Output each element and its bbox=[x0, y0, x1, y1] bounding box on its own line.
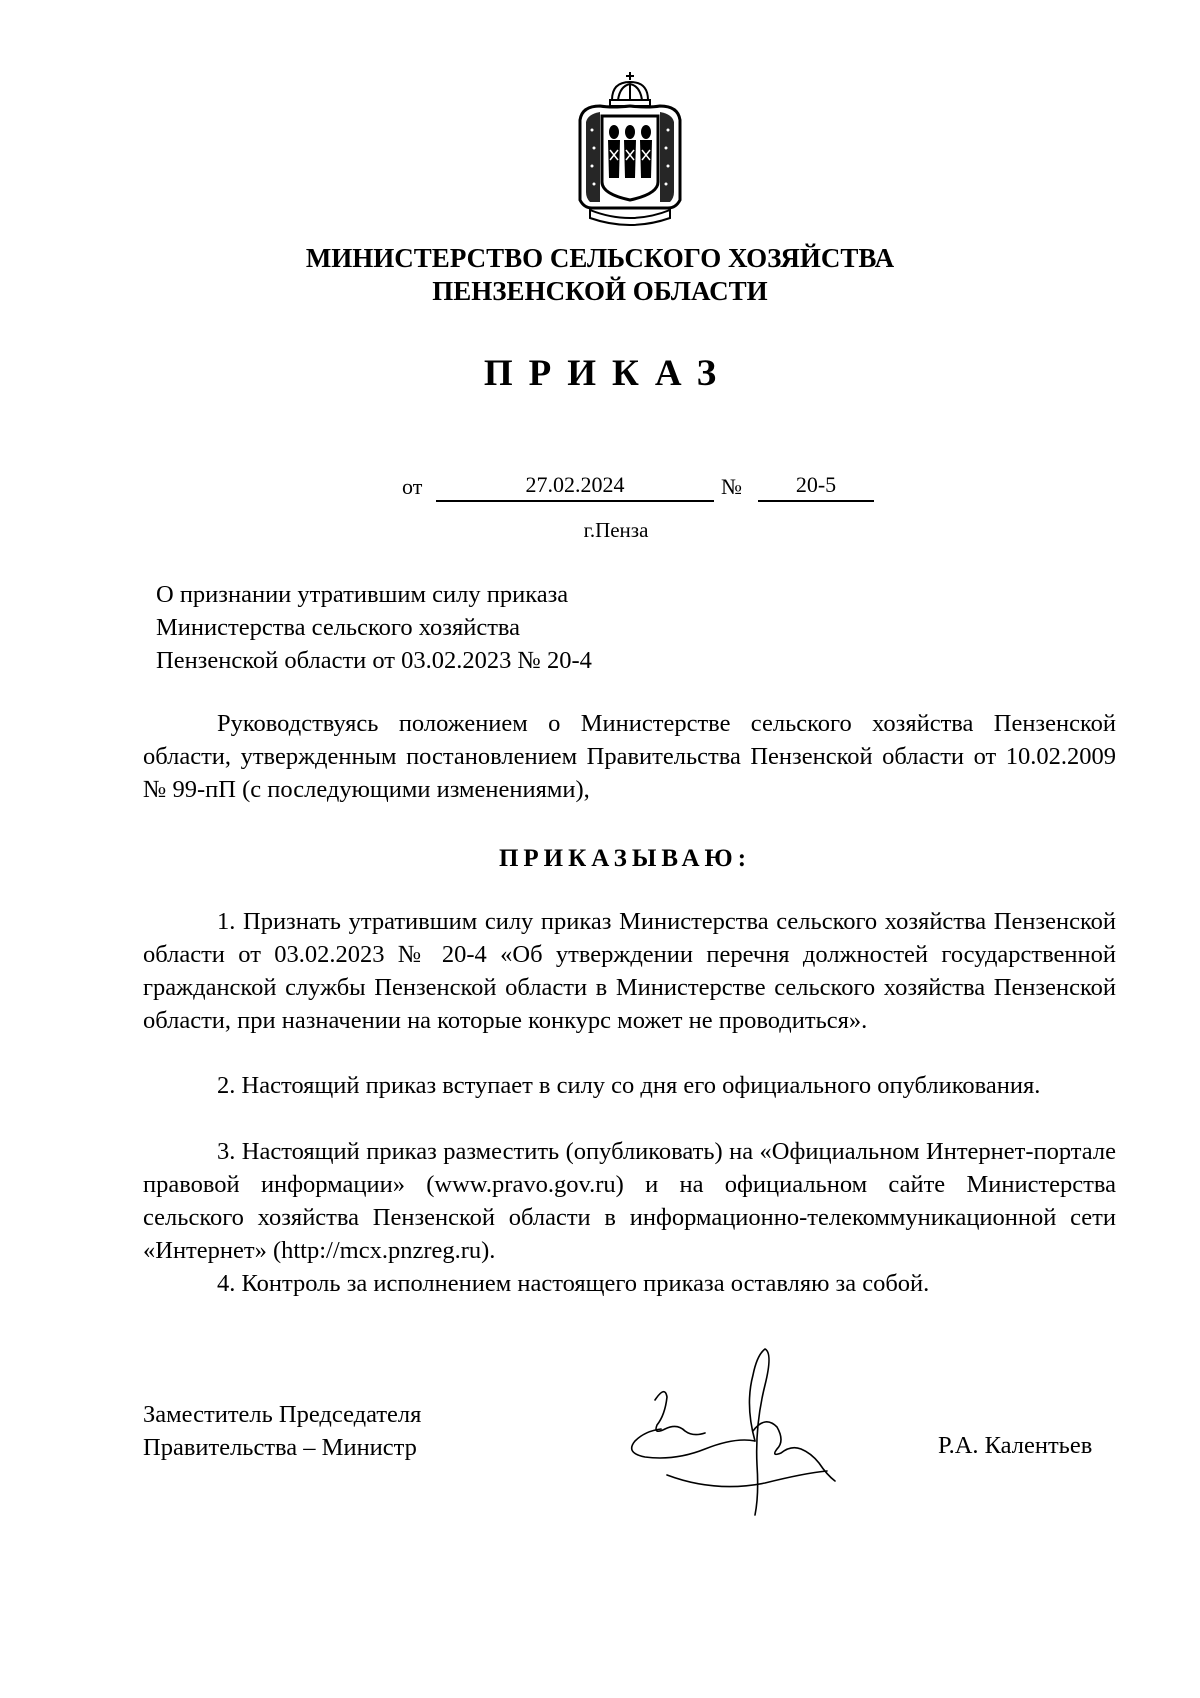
handwritten-signature bbox=[605, 1345, 865, 1525]
position-line: Заместитель Председателя bbox=[143, 1401, 422, 1428]
number-sign: № bbox=[721, 474, 742, 499]
order-item-1: 1. Признать утратившим силу приказ Министерства сельского хозяйства Пензенской области от 03.02.2023 № 20-4 «Об утверждении перечня должностей государственной гражданской службы Пензенской области в Министерстве сельского хозяйства Пензенской области, при назначении на которые конкурс может не проводиться». bbox=[143, 908, 1116, 1034]
document-subject bbox=[156, 578, 592, 677]
document-date: 27.02.2024 bbox=[436, 470, 714, 502]
document-city: г.Пенза bbox=[583, 518, 649, 542]
intro-paragraph: Руководствуясь положением о Министерстве сельского хозяйства Пензенской области, утвержденным постановлением Правительства Пензенской области от 10.02.2009 № 99-пП (с последующими изменениями), bbox=[143, 710, 1116, 803]
date-prefix: от bbox=[402, 474, 423, 499]
signatory-position bbox=[143, 1398, 421, 1464]
document-type-title: ПРИКАЗ bbox=[483, 353, 733, 394]
subject-line: Пензенской области от 03.02.2023 № 20-4 bbox=[156, 647, 592, 674]
ministry-name-line1: МИНИСТЕРСТВО СЕЛЬСКОГО ХОЗЯЙСТВА bbox=[305, 243, 895, 273]
document-number: 20-5 bbox=[758, 470, 874, 502]
order-item-2: 2. Настоящий приказ вступает в силу со дня его официального опубликования. bbox=[217, 1072, 1041, 1099]
coat-of-arms-icon bbox=[572, 70, 688, 226]
decree-heading: ПРИКАЗЫВАЮ: bbox=[498, 845, 752, 872]
ministry-name-line2: ПЕНЗЕНСКОЙ ОБЛАСТИ bbox=[432, 276, 768, 306]
subject-line: О признании утратившим силу приказа bbox=[156, 581, 569, 608]
position-line: Правительства – Министр bbox=[143, 1434, 417, 1461]
signatory-name: Р.А. Калентьев bbox=[938, 1432, 1093, 1459]
order-item-4: 4. Контроль за исполнением настоящего приказа оставляю за собой. bbox=[217, 1270, 930, 1297]
date-number-line bbox=[0, 470, 1200, 504]
order-item-3: 3. Настоящий приказ разместить (опубликовать) на «Официальном Интернет-портале правовой информации» (www.pravo.gov.ru) и на официальном сайте Министерства сельского хозяйства Пензенской области в информационно-телекоммуникационной сети «Интернет» (http://mcx.pnzreg.ru). bbox=[143, 1138, 1116, 1264]
subject-line: Министерства сельского хозяйства bbox=[156, 614, 521, 641]
